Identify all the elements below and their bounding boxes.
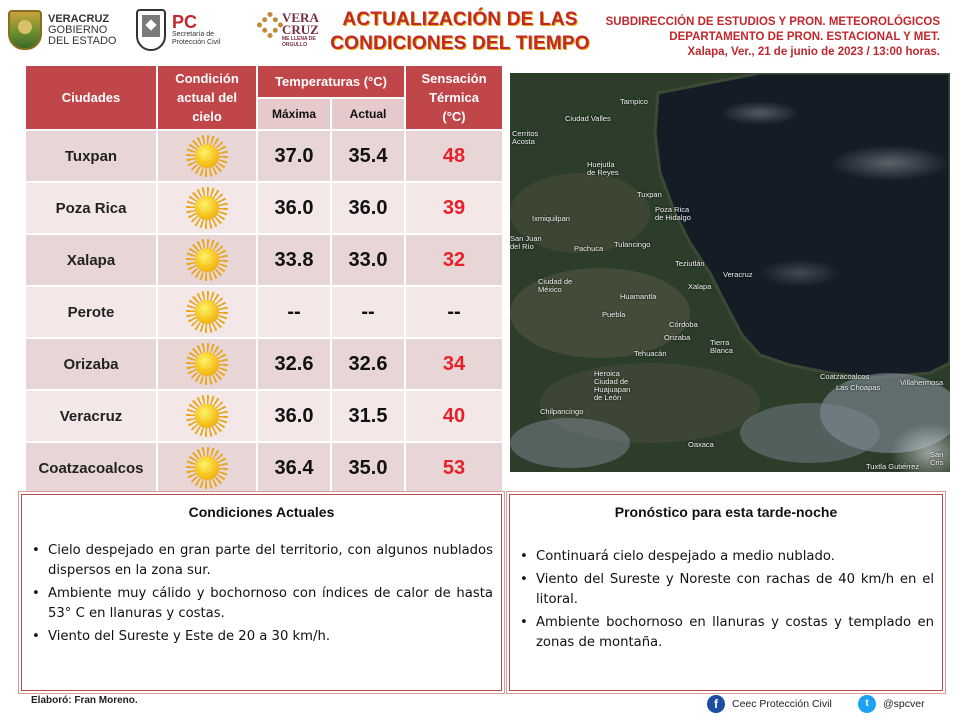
max-temp: 36.0: [257, 182, 331, 234]
city-name: Tuxpan: [25, 130, 157, 182]
veracruz-brand-logo: [260, 6, 326, 54]
map-label-coatzacoalcos: Coatzacoalcos: [820, 372, 870, 381]
table-row: [25, 442, 503, 494]
page-title: ACTUALIZACIÓN DE LAS CONDICIONES DEL TIEMPO: [330, 9, 590, 54]
satellite-map: [510, 73, 950, 472]
list-item: • Continuará cielo despejado a medio nublado.: [520, 547, 934, 567]
sun-icon: [186, 447, 228, 489]
map-label-oaxaca: Oaxaca: [688, 440, 714, 449]
current-temp: 36.0: [331, 182, 405, 234]
map-label-ixmiquilpan: Ixmiquilpan: [532, 214, 570, 223]
current-temp: 31.5: [331, 390, 405, 442]
sky-condition: [157, 182, 257, 234]
veracruz-government-logo: [8, 6, 133, 54]
table-row: [25, 338, 503, 390]
list-item: • Ambiente bochornoso en llanuras y costas y templado en zonas de montaña.: [520, 613, 934, 653]
table-row: [25, 130, 503, 182]
map-label-ciudad-valles: Ciudad Valles: [565, 114, 611, 123]
sun-icon: [186, 187, 228, 229]
city-name: Perote: [25, 286, 157, 338]
thermal-sensation: 39: [405, 182, 503, 234]
thermal-sensation: --: [405, 286, 503, 338]
city-name: Orizaba: [25, 338, 157, 390]
proteccion-civil-logo: [136, 6, 258, 54]
map-label-tierra-blanca: Tierra Blanca: [710, 338, 733, 355]
header-thermal-sensation: Sensación Térmica (°C): [405, 65, 503, 130]
sky-condition: [157, 390, 257, 442]
map-label-huajuapan: Heroica Ciudad de Huajuapan de León: [594, 369, 631, 402]
current-conditions-panel: [21, 494, 502, 691]
map-label-tehuacan: Tehuacán: [634, 349, 667, 358]
facebook-icon: f: [707, 695, 725, 713]
map-label-orizaba: Orizaba: [664, 333, 691, 342]
current-conditions-list: [32, 541, 493, 647]
forecast-list: [520, 547, 934, 653]
current-temp: --: [331, 286, 405, 338]
current-temp: 35.0: [331, 442, 405, 494]
sun-icon: [186, 343, 228, 385]
sky-condition: [157, 338, 257, 390]
map-label-san-cristobal: San Cris: [930, 450, 944, 467]
map-label-pachuca: Pachuca: [574, 244, 604, 253]
map-label-san-juan: San Juan del Río: [510, 234, 542, 251]
thermal-sensation: 40: [405, 390, 503, 442]
map-label-chilpancingo: Chilpancingo: [540, 407, 584, 416]
map-label-huejutla: Huejutla de Reyes: [587, 160, 619, 177]
max-temp: 36.0: [257, 390, 331, 442]
table-row: [25, 234, 503, 286]
facebook-label: Ceec Protección Civil: [732, 698, 832, 710]
map-label-tuxpan: Tuxpan: [637, 190, 662, 199]
map-label-huamantla: Huamantla: [620, 292, 657, 301]
thermal-sensation: 32: [405, 234, 503, 286]
current-temp: 32.6: [331, 338, 405, 390]
sun-icon: [186, 239, 228, 281]
sky-condition: [157, 234, 257, 286]
pc-logo-text: PC Secretaría de Protección Civil: [172, 12, 221, 46]
table-row: [25, 286, 503, 338]
forecast-panel: [509, 494, 943, 691]
thermal-sensation: 34: [405, 338, 503, 390]
max-temp: --: [257, 286, 331, 338]
map-label-teziutlan: Teziutlán: [675, 259, 705, 268]
thermal-sensation: 53: [405, 442, 503, 494]
veracruz-logo-text: VERACRUZ GOBIERNO DEL ESTADO: [48, 12, 117, 47]
header-temperatures: Temperaturas (°C): [257, 65, 405, 98]
table-row: [25, 390, 503, 442]
map-label-tampico: Tampico: [620, 97, 648, 106]
map-label-villahermosa: Villahermosa: [900, 378, 944, 387]
list-item: • Cielo despejado en gran parte del territorio, con algunos nublados dispersos en la zona sur.: [32, 541, 493, 581]
map-label-cordoba: Córdoba: [669, 320, 698, 329]
facebook-link[interactable]: [707, 695, 832, 713]
map-label-tuxtla: Tuxtla Gutiérrez: [866, 462, 920, 471]
sky-condition: [157, 130, 257, 182]
max-temp: 37.0: [257, 130, 331, 182]
table-row: [25, 182, 503, 234]
map-label-veracruz: Veracruz: [723, 270, 753, 279]
twitter-label: @spcver: [883, 698, 925, 710]
map-label-las-choapas: Las Choapas: [836, 383, 881, 392]
pc-shield-icon: [136, 9, 166, 51]
map-label-ciudad-mexico: Ciudad de México: [538, 277, 573, 294]
header-sky-condition: Condición actual del cielo: [157, 65, 257, 130]
thermal-sensation: 48: [405, 130, 503, 182]
map-label-acosta: Cerritos Acosta: [512, 129, 539, 146]
weather-table: [24, 64, 504, 495]
max-temp: 36.4: [257, 442, 331, 494]
department-header: SUBDIRECCIÓN DE ESTUDIOS Y PRON. METEOROLÓGICOS DEPARTAMENTO DE PRON. ESTACIONAL Y MET. Xalapa, Ver., 21 de junio de 2023 / 13:00 horas.: [580, 15, 940, 60]
author-credit: Elaboró: Fran Moreno.: [31, 695, 138, 706]
city-name: Coatzacoalcos: [25, 442, 157, 494]
veracruz-brand-text: VERA CRUZ ME LLENA DE ORGULLO: [282, 10, 319, 48]
map-label-puebla: Puebla: [602, 310, 626, 319]
current-temp: 33.0: [331, 234, 405, 286]
current-temp: 35.4: [331, 130, 405, 182]
header-max: Máxima: [257, 98, 331, 130]
sun-icon: [186, 135, 228, 177]
header-cities: Ciudades: [25, 65, 157, 130]
header-current: Actual: [331, 98, 405, 130]
current-conditions-title: Condiciones Actuales: [188, 504, 335, 520]
forecast-title: Pronóstico para esta tarde-noche: [614, 504, 838, 520]
sun-icon: [186, 395, 228, 437]
twitter-link[interactable]: [858, 695, 925, 713]
list-item: • Ambiente muy cálido y bochornoso con índices de calor de hasta 53° C en llanuras y costas.: [32, 584, 493, 624]
map-label-xalapa: Xalapa: [688, 282, 712, 291]
map-label-tulancingo: Tulancingo: [614, 240, 651, 249]
city-name: Xalapa: [25, 234, 157, 286]
sky-condition: [157, 442, 257, 494]
city-name: Veracruz: [25, 390, 157, 442]
list-item: • Viento del Sureste y Este de 20 a 30 km/h.: [32, 627, 493, 647]
report-date: Xalapa, Ver., 21 de junio de 2023 / 13:00 horas.: [687, 46, 940, 58]
veracruz-shield-icon: [8, 10, 42, 50]
twitter-icon: t: [858, 695, 876, 713]
max-temp: 33.8: [257, 234, 331, 286]
city-name: Poza Rica: [25, 182, 157, 234]
list-item: • Viento del Sureste y Noreste con rachas de 40 km/h en el litoral.: [520, 570, 934, 610]
sun-icon: [186, 291, 228, 333]
max-temp: 32.6: [257, 338, 331, 390]
veracruz-brand-mark-icon: [260, 15, 280, 35]
map-label-poza-rica: Poza Rica de Hidalgo: [655, 205, 691, 222]
sky-condition: [157, 286, 257, 338]
